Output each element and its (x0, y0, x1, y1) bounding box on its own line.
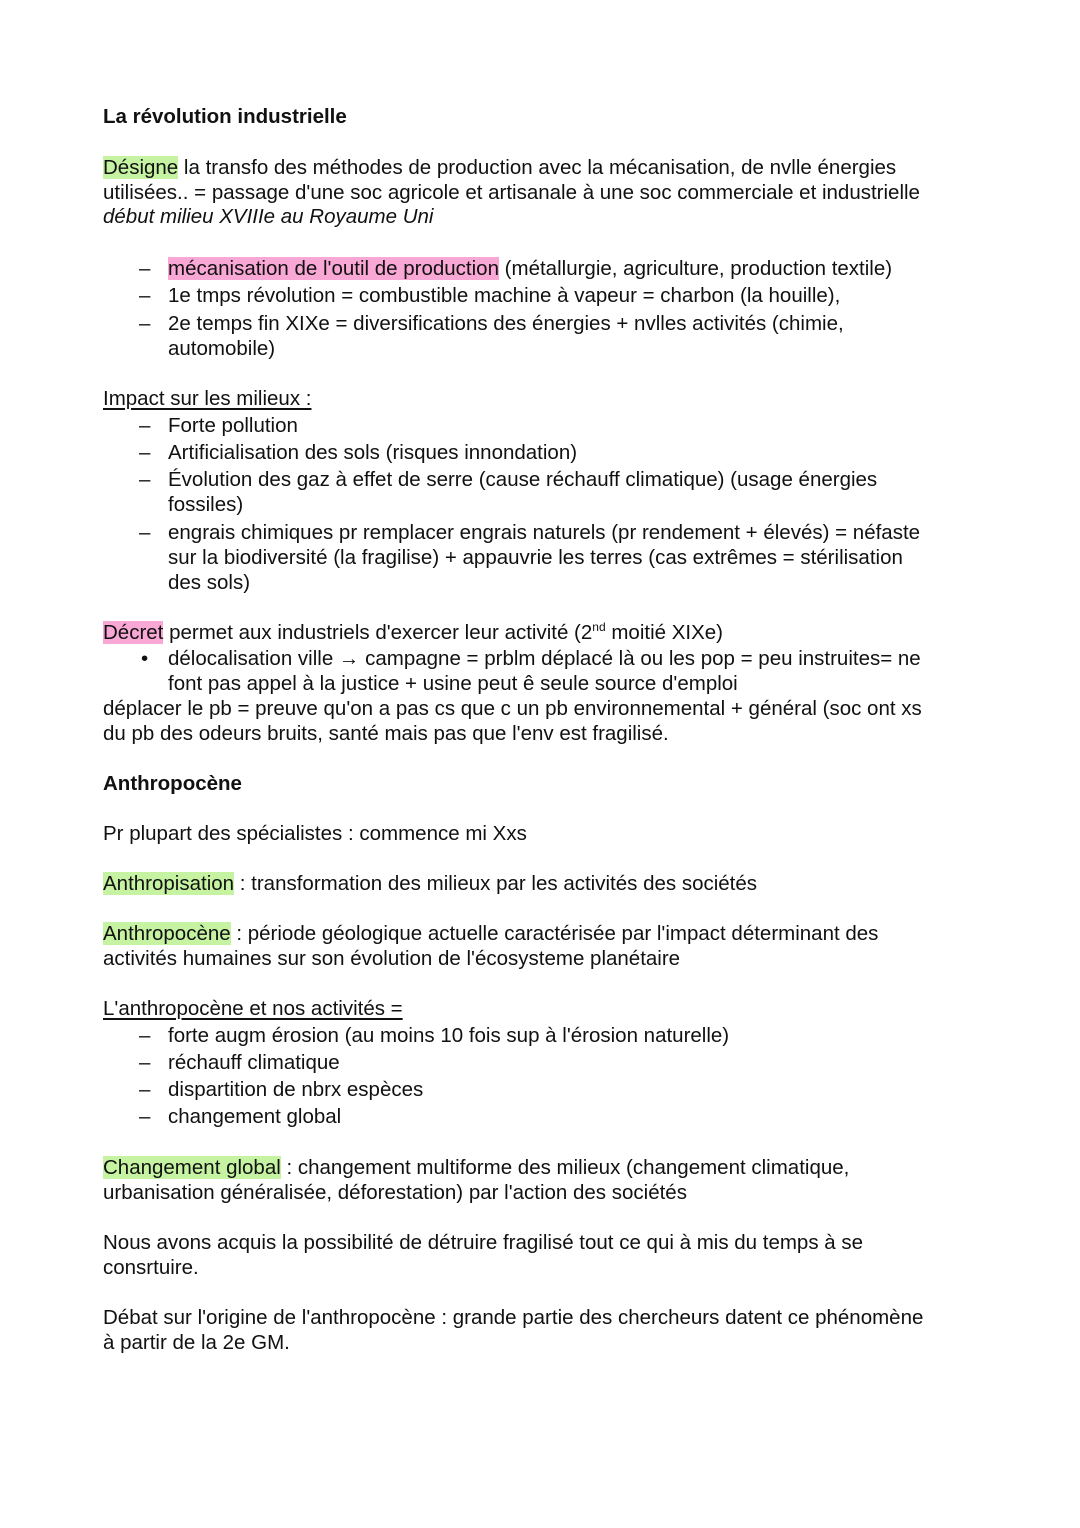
debat-line-2: à partir de la 2e GM. (103, 1331, 290, 1354)
term-anthropisation: Anthropisation (103, 872, 235, 895)
anthropocene-definition-line-2: activités humaines sur son évolution de l'écosysteme planétaire (103, 947, 681, 970)
term-designe: Désigne (103, 156, 179, 179)
term-anthropocene: Anthropocène (103, 922, 231, 945)
section-title-revolution: La révolution industrielle (103, 105, 347, 128)
term-decret: Décret (103, 621, 164, 644)
changement-global-line-2: urbanisation généralisée, déforestation) par l'action des sociétés (103, 1181, 687, 1204)
nous-avons-line-1: Nous avons acquis la possibilité de détruire fragilisé tout ce qui à mis du temps à se (103, 1231, 864, 1254)
definition-line-2: utilisées.. = passage d'une soc agricole et artisanale à une soc commerciale et industrielle (103, 181, 920, 204)
term-changement-global: Changement global (103, 1156, 281, 1179)
debat-line-1: Débat sur l'origine de l'anthropocène : grande partie des chercheurs datent ce phénomène (103, 1306, 924, 1329)
anthropisation-definition: Anthropisation : transformation des milieux par les activités des sociétés (103, 872, 758, 895)
anthropocene-intro: Pr plupart des spécialistes : commence mi Xxs (103, 822, 527, 845)
decret-line: Décret permet aux industriels d'exercer leur activité (2nd moitié XIXe) (103, 620, 724, 644)
impact-heading: Impact sur les milieux : (103, 387, 312, 410)
anthropocene-definition-line-1: Anthropocène : période géologique actuelle caractérisée par l'impact déterminant des (103, 922, 879, 945)
definition-line-3: début milieu XVIIIe au Royaume Uni (103, 205, 434, 228)
decret-paragraph-line-2: du pb des odeurs bruits, santé mais pas que l'env est fragilisé. (103, 722, 669, 745)
document-body: La révolution industrielle Désigne la transfo des méthodes de production avec la mécanisation, de nvlle énergies utilisées.. = passage d'une soc agricole et artisanale à une soc commerciale et industrielle début milieu XVIIIe au Royaume Uni – mécanisation de l'outil de production (métallurgie, agriculture, production textile) – 1e tmps révolution = combustible machine à vapeur = charbon (la houille), – 2e temps fin XIXe = diversifications des énergies + nvlles activités (chimie, automobile) Impact sur les milieux : – Forte pollution – Artificialisation des sols (risques innondation) – Évolution des gaz à effet de serre (cause réchauff climatique) (usage énergies fossiles) – engrais chimiques pr remplacer engrais naturels (pr rendement + élevés) = néfaste sur la biodiversité (la fragilise) + appauvrie les terres (cas extrêmes = stérilisation des sols) Décret permet aux industriels d'exercer leur activité (2nd moitié XIXe) • délocalisation ville → campagne = prblm déplacé là ou les pop = peu instruites= ne font pas appel à la justice + usine peut ê seule source d'emploi déplacer le pb = preuve qu'on a pas cs que c un pb environnemental + général (soc ont xs du pb des odeurs bruits, santé mais pas que l'env est fragilisé. Anthropocène Pr plupart des spécialistes : commence mi Xxs Anthropisation : transformation des milieux par les activités des sociétés Anthropocène : période géologique actuelle caractérisée par l'impact déterminant des activités humaines sur son évolution de l'écosysteme planétaire L'anthropocène et nos activités = – forte augm érosion (au moins 10 fois sup à l'érosion naturelle) – réchauff climatique – dispartition de nbrx espèces – changement global Changement global : changement multiforme des milieux (changement climatique, urbanisation généralisée, déforestation) par l'action des sociétés Nous avons acquis la possibilité de détruire fragilisé tout ce qui à mis du temps à se consrtuire. Débat sur l'origine de l'anthropocène : grande partie des chercheurs datent ce phénomène à partir de la 2e GM. (103, 105, 924, 1354)
highlight-mecanisation: mécanisation de l'outil de production (168, 257, 499, 280)
definition-text: la transfo des méthodes de production avec la mécanisation, de nvlle énergies (178, 156, 897, 179)
nous-avons-line-2: consrtuire. (103, 1256, 199, 1279)
activities-heading: L'anthropocène et nos activités = (103, 997, 403, 1020)
definition-line-1 (103, 155, 896, 180)
changement-global-line-1: Changement global : changement multiforme des milieux (changement climatique, (103, 1156, 850, 1179)
section-title-anthropocene: Anthropocène (103, 772, 242, 795)
decret-paragraph-line-1: déplacer le pb = preuve qu'on a pas cs que c un pb environnemental + général (soc ont xs (103, 697, 922, 720)
